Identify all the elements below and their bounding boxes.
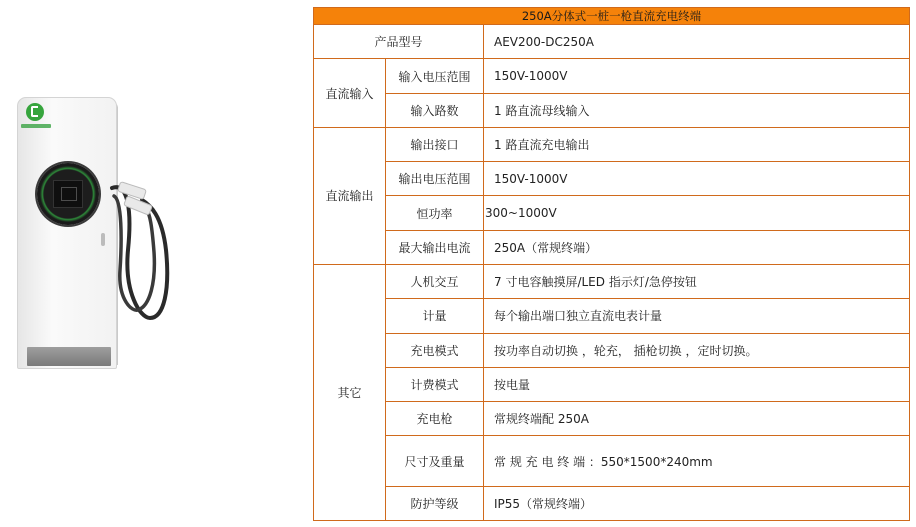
table-row: [314, 367, 910, 401]
group-dc-input: 直流输入: [314, 59, 386, 128]
row-label: 计费模式: [386, 367, 484, 401]
row-value: 7 寸电容触摸屏/LED 指示灯/急停按钮: [484, 264, 910, 298]
row-value: 250A（常规终端）: [484, 230, 910, 264]
row-label: 输入电压范围: [386, 59, 484, 93]
spec-table: [313, 7, 910, 521]
group-other: 其它: [314, 264, 386, 520]
table-row: [314, 162, 910, 196]
row-value: IP55（常规终端）: [484, 486, 910, 520]
row-value: 1 路直流母线输入: [484, 93, 910, 127]
row-value: 每个输出端口独立直流电表计量: [484, 299, 910, 333]
row-value: 300~1000V: [484, 196, 910, 230]
table-row: [314, 230, 910, 264]
row-label: 输出接口: [386, 127, 484, 161]
row-value: 常规终端配 250A: [484, 402, 910, 436]
row-label: 防护等级: [386, 486, 484, 520]
row-value: 常 规 充 电 终 端 ：550*1500*240mm: [484, 436, 910, 486]
model-label: 产品型号: [314, 25, 484, 59]
model-value: AEV200-DC250A: [484, 25, 910, 59]
table-row: [314, 299, 910, 333]
table-header-row: [314, 8, 910, 25]
product-photo: [0, 0, 300, 527]
row-value: 150V-1000V: [484, 59, 910, 93]
table-row: [314, 93, 910, 127]
row-label: 尺寸及重量: [386, 436, 484, 486]
row-label: 计量: [386, 299, 484, 333]
table-title: 250A分体式一桩一枪直流充电终端: [314, 8, 910, 25]
row-label: 输出电压范围: [386, 162, 484, 196]
table-row: [314, 436, 910, 486]
row-value: 按功率自动切换 ，轮充， 插枪切换 ，定时切换。: [484, 333, 910, 367]
row-label: 充电枪: [386, 402, 484, 436]
table-row: [314, 333, 910, 367]
row-value: 150V-1000V: [484, 162, 910, 196]
row-value: 1 路直流充电输出: [484, 127, 910, 161]
row-label: 最大输出电流: [386, 230, 484, 264]
table-row: [314, 25, 910, 59]
row-label: 输入路数: [386, 93, 484, 127]
table-row: [314, 402, 910, 436]
table-row: [314, 196, 910, 230]
row-label: 恒功率: [386, 196, 484, 230]
row-value: 按电量: [484, 367, 910, 401]
table-row: [314, 486, 910, 520]
table-row: [314, 127, 910, 161]
charging-cable-icon: [0, 0, 300, 527]
table-row: [314, 59, 910, 93]
row-label: 充电模式: [386, 333, 484, 367]
group-dc-output: 直流输出: [314, 127, 386, 264]
row-label: 人机交互: [386, 264, 484, 298]
table-row: [314, 264, 910, 298]
